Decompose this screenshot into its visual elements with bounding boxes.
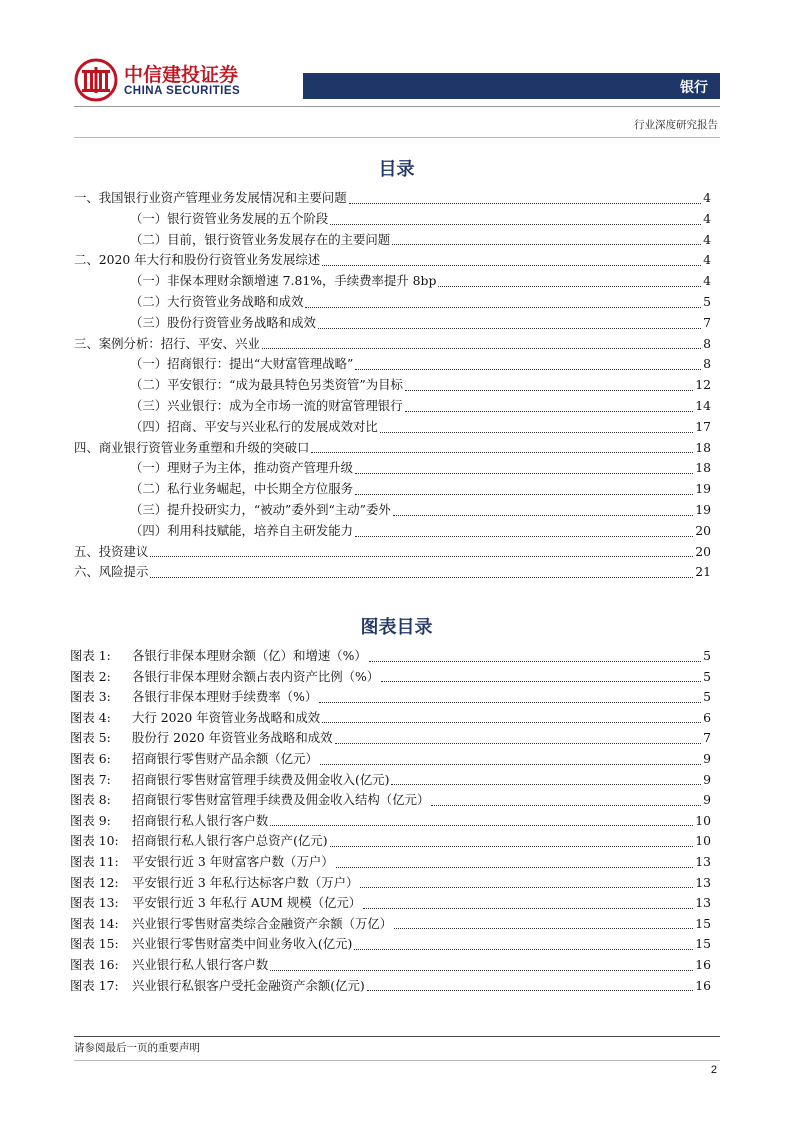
figure-title: 平安银行近 3 年私行 AUM 规模（亿元）: [132, 895, 362, 911]
figure-entry[interactable]: [70, 770, 711, 791]
figure-entry[interactable]: [70, 728, 711, 749]
dot-leader: [367, 989, 694, 991]
figure-entry[interactable]: [70, 873, 711, 894]
toc-entry-label: （二）目前，银行资管业务发展存在的主要问题: [130, 231, 391, 247]
toc-entry[interactable]: [74, 396, 711, 417]
dot-leader: [335, 742, 702, 744]
toc-entry[interactable]: [74, 230, 711, 251]
figure-number: 图表 7:: [70, 771, 111, 787]
company-logo: [74, 58, 254, 102]
dot-leader: [262, 347, 701, 349]
figure-title: 大行 2020 年资管业务战略和成效: [132, 709, 321, 725]
figure-title: 各银行非保本理财余额占表内资产比例（%）: [132, 668, 380, 684]
figure-title: 招商银行私人银行客户数: [132, 812, 269, 828]
toc-entry[interactable]: [74, 313, 711, 334]
figure-number: 图表 12:: [70, 874, 119, 890]
footer-divider: [74, 1036, 720, 1037]
figure-number: 图表 13:: [70, 895, 119, 911]
toc-entry-label: 五、投资建议: [74, 543, 149, 559]
toc-entry-page: 7: [703, 314, 711, 330]
figure-page: 5: [703, 668, 711, 684]
toc-entry-page: 4: [703, 252, 711, 268]
dot-leader: [360, 886, 693, 888]
figure-number: 图表 3:: [70, 689, 111, 705]
toc-title: 目录: [378, 159, 415, 180]
toc-entry[interactable]: [74, 188, 711, 209]
toc-entry[interactable]: [74, 375, 711, 396]
dot-leader: [349, 202, 702, 204]
figure-title: 各银行非保本理财余额（亿）和增速（%）: [132, 648, 367, 663]
toc-entry-page: 12: [695, 377, 711, 393]
dot-leader: [150, 555, 693, 557]
sector-label: 银行: [680, 80, 708, 96]
toc-entry[interactable]: [74, 438, 711, 459]
figure-entry[interactable]: [70, 852, 711, 873]
dot-leader: [305, 306, 701, 308]
dot-leader: [330, 845, 694, 847]
figure-page: 5: [703, 648, 711, 663]
figure-entry[interactable]: [70, 811, 711, 832]
toc-entry-page: 14: [695, 397, 711, 413]
figure-page: 16: [695, 977, 711, 993]
figure-title: 各银行非保本理财手续费率（%）: [132, 689, 318, 705]
china-securities-logo-icon: [74, 58, 118, 102]
figure-number: 图表 14:: [70, 915, 119, 931]
dot-leader: [363, 907, 693, 909]
dot-leader: [320, 763, 701, 765]
toc-entry-label: （三）兴业银行：成为全市场一流的财富管理银行: [130, 397, 403, 413]
toc-entry[interactable]: [74, 479, 711, 500]
toc-entry-page: 17: [695, 418, 711, 434]
figure-title: 股份行 2020 年资管业务战略和成效: [132, 730, 333, 746]
dot-leader: [405, 410, 694, 412]
toc-entry-page: 8: [703, 356, 711, 372]
dot-leader: [381, 680, 701, 682]
figure-title: 兴业银行零售财富类中间业务收入(亿元): [132, 936, 353, 952]
figure-number: 图表 8:: [70, 792, 111, 808]
toc-entry-label: 一、我国银行业资产管理业务发展情况和主要问题: [74, 190, 347, 205]
figure-entry[interactable]: [70, 914, 711, 935]
figure-number: 图表 4:: [70, 709, 111, 725]
toc-entry-page: 4: [703, 190, 711, 205]
figure-page: 10: [695, 812, 711, 828]
figure-title: 招商银行零售财富管理手续费及佣金收入(亿元): [132, 771, 390, 787]
figure-page: 13: [695, 853, 711, 869]
figure-number: 图表 5:: [70, 730, 111, 746]
figure-number: 图表 15:: [70, 936, 119, 952]
figure-page: 10: [695, 833, 711, 849]
header-bar: [303, 73, 720, 99]
figure-page: 6: [703, 709, 711, 725]
figures-title: 图表目录: [360, 617, 433, 638]
header-divider: [74, 106, 720, 107]
toc-entry-page: 20: [695, 522, 711, 538]
footer-divider-2: [74, 1060, 720, 1061]
figure-number: 图表 6:: [70, 750, 111, 766]
dot-leader: [330, 223, 701, 225]
figure-entry[interactable]: [70, 831, 711, 852]
figure-entry[interactable]: [70, 934, 711, 955]
subheader-divider: [74, 137, 720, 138]
toc-list: [74, 188, 711, 583]
toc-entry-page: 4: [703, 231, 711, 247]
dot-leader: [394, 927, 693, 929]
brand-name-en: CHINA SECURITIES: [124, 85, 241, 97]
toc-entry[interactable]: [74, 458, 711, 479]
toc-entry-label: （一）招商银行：提出“大财富管理战略”: [130, 356, 354, 372]
toc-entry[interactable]: [74, 562, 711, 583]
dot-leader: [431, 804, 701, 806]
dot-leader: [150, 576, 693, 578]
toc-entry[interactable]: [74, 334, 711, 355]
toc-entry-label: （一）理财子为主体，推动资产管理升级: [130, 460, 354, 476]
toc-entry-label: 四、商业银行资管业务重塑和升级的突破口: [74, 439, 310, 455]
figure-entry[interactable]: [70, 708, 711, 729]
dot-leader: [319, 701, 701, 703]
figure-page: 9: [703, 750, 711, 766]
toc-entry-page: 18: [695, 460, 711, 476]
toc-entry-label: 六、风险提示: [74, 564, 149, 580]
toc-entry-label: 二、2020 年大行和股份行资管业务发展综述: [74, 252, 321, 268]
figure-page: 9: [703, 771, 711, 787]
brand-name-cn: 中信建投证券: [124, 64, 239, 86]
figure-number: 图表 16:: [70, 956, 119, 972]
dot-leader: [270, 969, 693, 971]
toc-entry-page: 19: [695, 481, 711, 497]
figure-title: 招商银行零售财产品余额（亿元）: [132, 750, 318, 766]
figure-number: 图表 17:: [70, 977, 119, 993]
dot-leader: [355, 368, 701, 370]
figure-page: 13: [695, 874, 711, 890]
toc-entry-label: （四）利用科技赋能，培养自主研发能力: [130, 522, 354, 538]
toc-entry-page: 20: [695, 543, 711, 559]
toc-entry[interactable]: [74, 521, 711, 542]
report-type: 行业深度研究报告: [634, 119, 718, 131]
toc-entry-page: 5: [703, 293, 711, 309]
toc-entry-label: （一）银行资管业务发展的五个阶段: [130, 210, 329, 226]
dot-leader: [393, 514, 693, 516]
dot-leader: [405, 389, 693, 391]
dot-leader: [355, 535, 693, 537]
toc-entry[interactable]: [74, 542, 711, 563]
figure-title: 招商银行私人银行客户总资产(亿元): [132, 833, 328, 849]
dot-leader: [311, 451, 693, 453]
toc-entry-page: 8: [703, 335, 711, 351]
toc-entry[interactable]: [74, 417, 711, 438]
toc-entry-label: （二）私行业务崛起，中长期全方位服务: [130, 481, 354, 497]
toc-entry[interactable]: [74, 209, 711, 230]
figure-entry[interactable]: [70, 667, 711, 688]
dot-leader: [355, 493, 693, 495]
dot-leader: [336, 866, 694, 868]
figure-entry[interactable]: [70, 955, 711, 976]
toc-entry[interactable]: [74, 292, 711, 313]
figure-list: [70, 646, 711, 996]
toc-entry[interactable]: [74, 250, 711, 271]
dot-leader: [380, 431, 693, 433]
toc-entry-page: 18: [695, 439, 711, 455]
figure-title: 兴业银行私银客户受托金融资产余额(亿元): [132, 977, 365, 993]
toc-entry-label: （三）提升投研实力，“被动”委外到“主动”委外: [130, 501, 391, 517]
dot-leader: [318, 327, 701, 329]
figure-entry[interactable]: [70, 976, 711, 997]
figure-page: 5: [703, 689, 711, 705]
toc-entry-label: （四）招商、平安与兴业私行的发展成效对比: [130, 418, 378, 434]
figure-number: 图表 1:: [70, 648, 111, 663]
page-number: 2: [710, 1064, 717, 1076]
toc-entry-page: 19: [695, 501, 711, 517]
dot-leader: [438, 285, 701, 287]
figure-entry[interactable]: [70, 790, 711, 811]
figure-number: 图表 11:: [70, 853, 119, 869]
toc-entry[interactable]: [74, 354, 711, 375]
toc-entry[interactable]: [74, 500, 711, 521]
figure-title: 平安银行近 3 年财富客户数（万户）: [132, 853, 334, 869]
figure-number: 图表 2:: [70, 668, 111, 684]
toc-entry-label: （一）非保本理财余额增速 7.81%，手续费率提升 8bp: [130, 273, 437, 289]
figure-number: 图表 10:: [70, 833, 119, 849]
dot-leader: [391, 783, 701, 785]
figure-page: 9: [703, 792, 711, 808]
figure-page: 13: [695, 895, 711, 911]
toc-entry-label: （二）平安银行：“成为最具特色另类资管”为目标: [130, 377, 403, 393]
toc-entry-label: 三、案例分析：招行、平安、兴业: [74, 335, 260, 351]
toc-entry[interactable]: [74, 271, 711, 292]
toc-entry-page: 21: [695, 564, 711, 580]
figure-page: 7: [703, 730, 711, 746]
figure-title: 平安银行近 3 年私行达标客户数（万户）: [132, 874, 359, 890]
dot-leader: [322, 721, 701, 723]
figure-entry[interactable]: [70, 646, 711, 667]
dot-leader: [270, 824, 693, 826]
dot-leader: [369, 660, 701, 662]
toc-entry-label: （二）大行资管业务战略和成效: [130, 293, 304, 309]
dot-leader: [322, 264, 701, 266]
figure-page: 15: [695, 915, 711, 931]
dot-leader: [355, 472, 693, 474]
toc-entry-page: 4: [703, 273, 711, 289]
figure-title: 招商银行零售财富管理手续费及佣金收入结构（亿元）: [132, 792, 430, 808]
figure-page: 15: [695, 936, 711, 952]
disclaimer-note: 请参阅最后一页的重要声明: [74, 1042, 200, 1054]
dot-leader: [354, 948, 693, 950]
figure-entry[interactable]: [70, 893, 711, 914]
figure-page: 16: [695, 956, 711, 972]
figure-title: 兴业银行零售财富类综合金融资产余额（万亿）: [132, 915, 393, 931]
dot-leader: [392, 243, 701, 245]
figure-number: 图表 9:: [70, 812, 111, 828]
toc-entry-page: 4: [703, 210, 711, 226]
figure-entry[interactable]: [70, 749, 711, 770]
toc-entry-label: （三）股份行资管业务战略和成效: [130, 314, 316, 330]
figure-entry[interactable]: [70, 687, 711, 708]
figure-title: 兴业银行私人银行客户数: [132, 956, 269, 972]
